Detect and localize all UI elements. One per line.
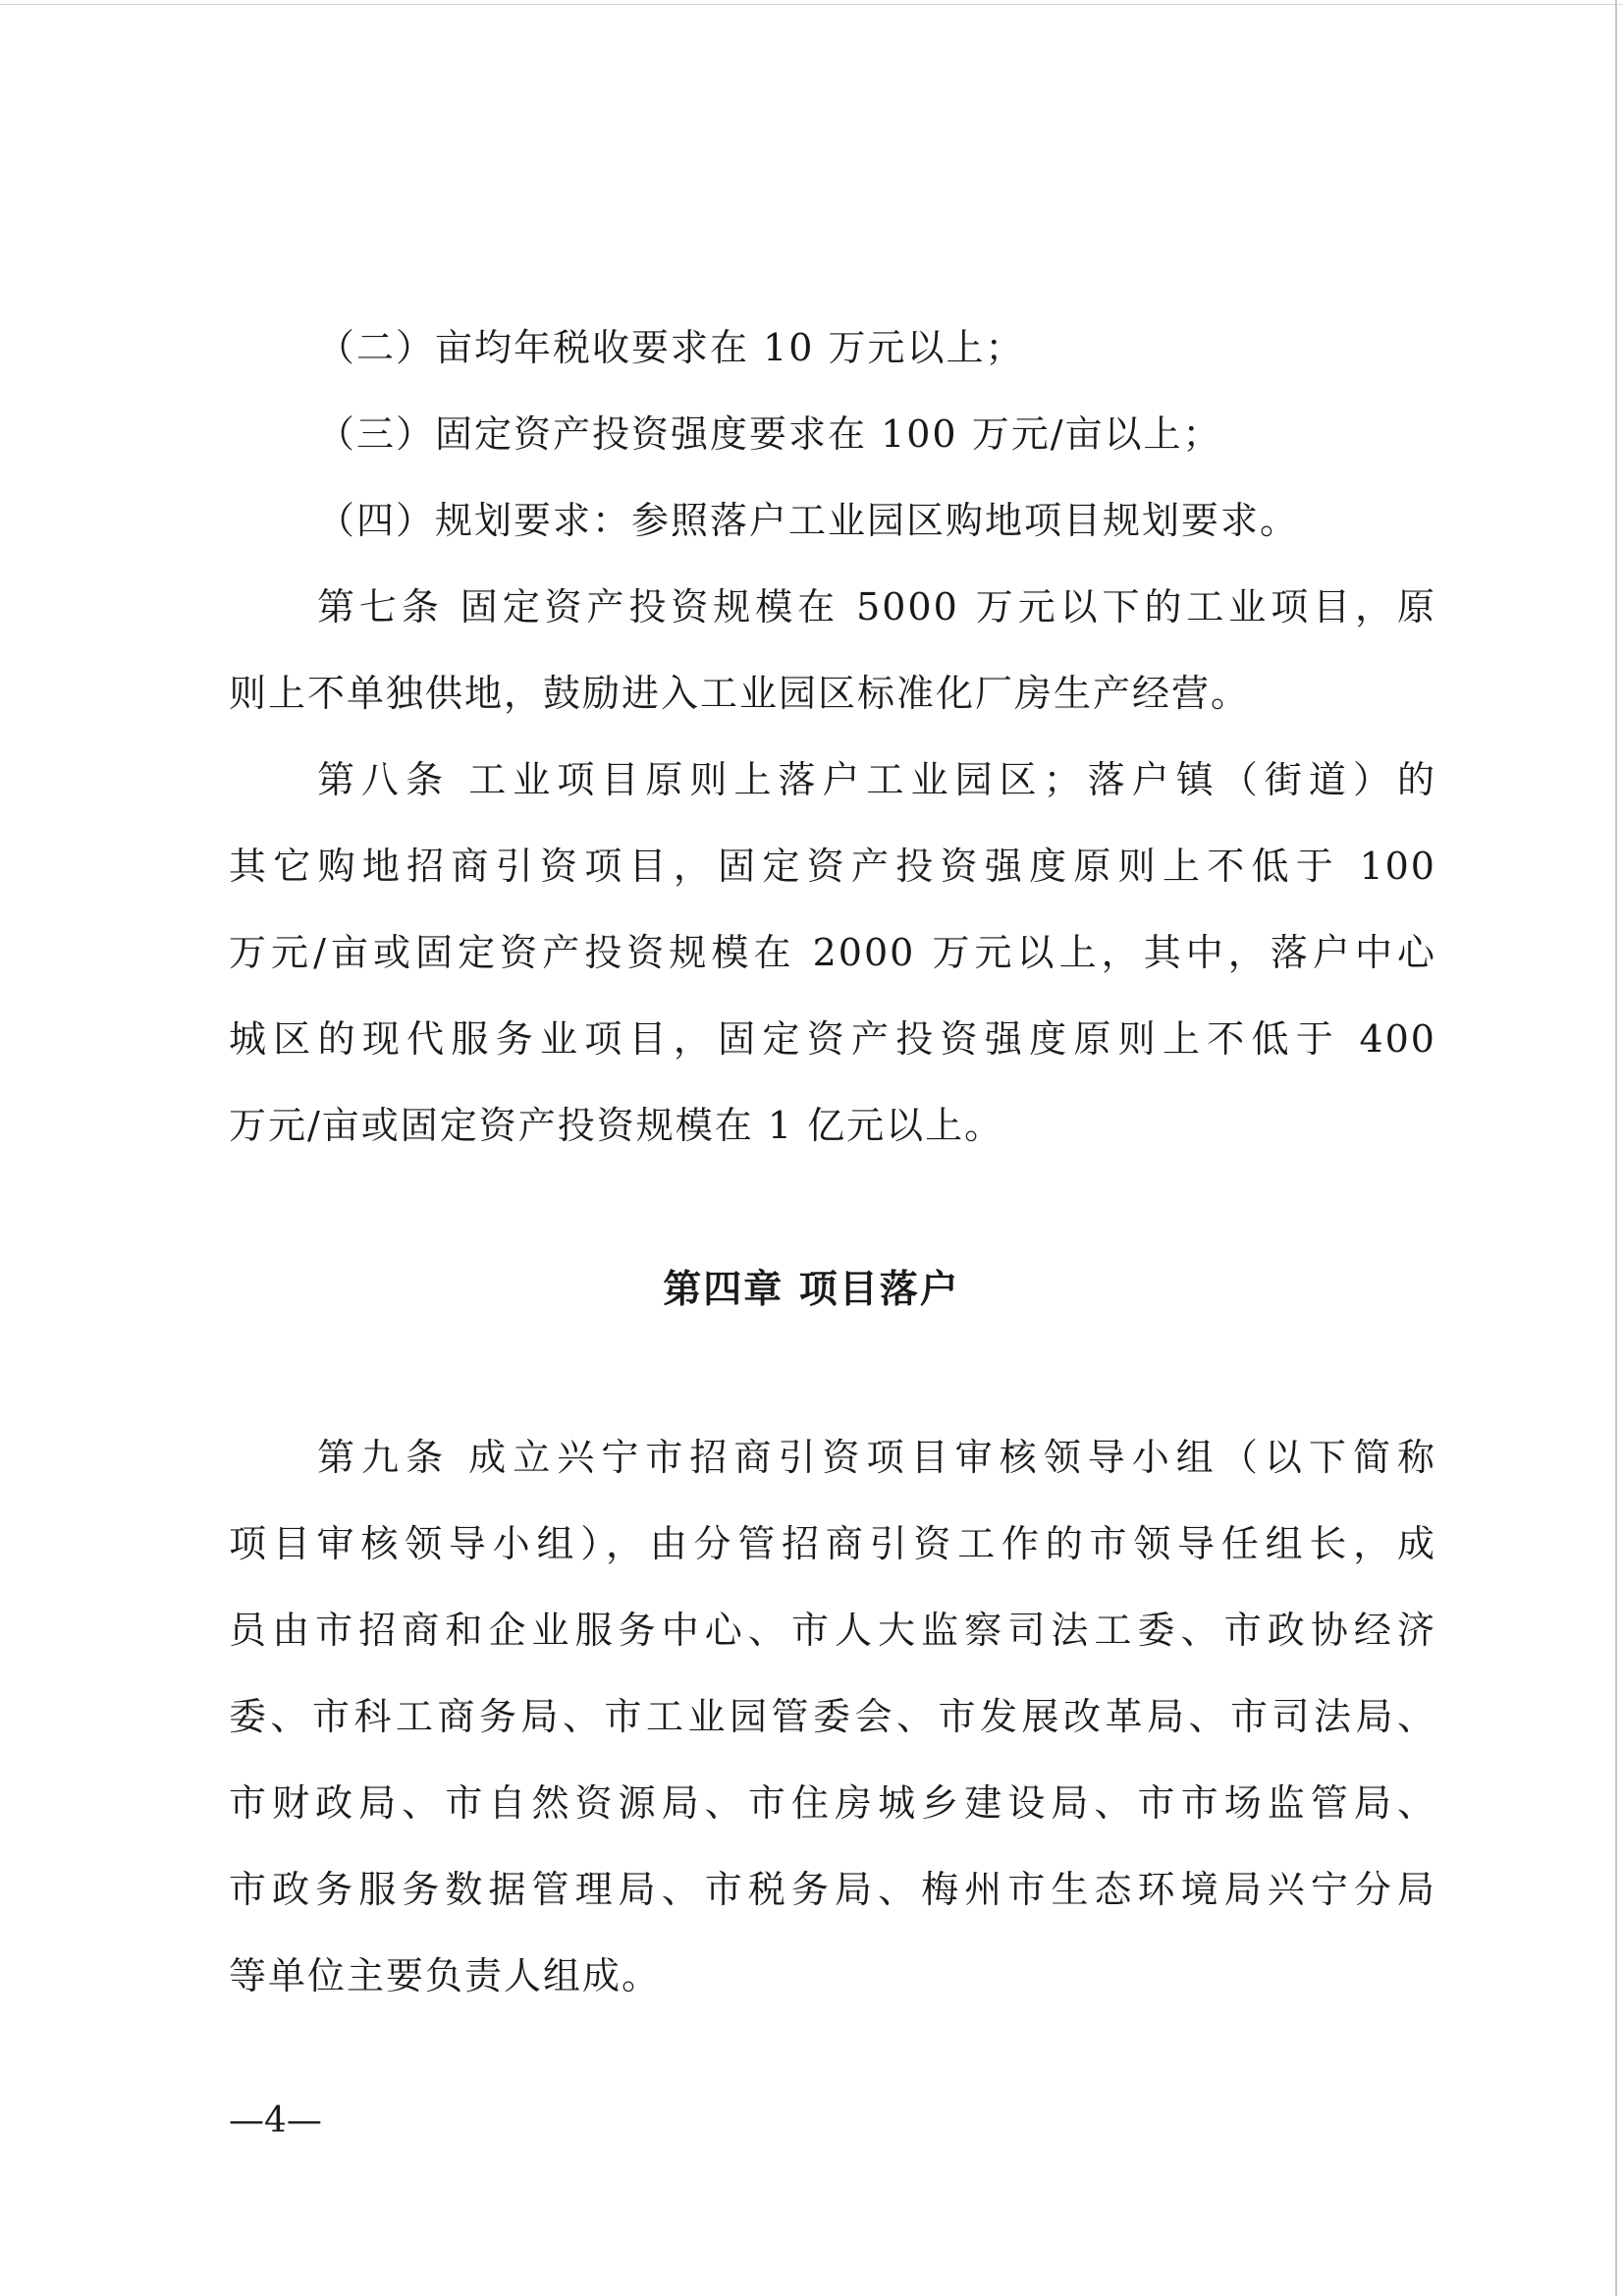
article-7-line-1: 第七条 固定资产投资规模在 5000 万元以下的工业项目，原 — [317, 585, 1436, 629]
paragraph-item-3: （三）固定资产投资强度要求在 100 万元/亩以上； — [317, 412, 1222, 456]
paragraph-item-2: （二）亩均年税收要求在 10 万元以上； — [317, 326, 1025, 369]
page-number: —4— — [229, 2101, 322, 2141]
paragraph-item-4: （四）规划要求：参照落户工业园区购地项目规划要求。 — [317, 499, 1300, 542]
article-8-line-4: 城区的现代服务业项目，固定资产投资强度原则上不低于 400 — [229, 1017, 1436, 1061]
article-7-line-2: 则上不单独供地，鼓励进入工业园区标准化厂房生产经营。 — [229, 672, 1251, 715]
article-8-line-1: 第八条 工业项目原则上落户工业园区；落户镇（街道）的 — [317, 758, 1436, 801]
article-9-line-7: 等单位主要负责人组成。 — [229, 1954, 662, 1997]
article-9-line-4: 委、市科工商务局、市工业园管委会、市发展改革局、市司法局、 — [229, 1695, 1436, 1738]
article-9-line-1: 第九条 成立兴宁市招商引资项目审核领导小组（以下简称 — [317, 1436, 1436, 1479]
article-9-line-5: 市财政局、市自然资源局、市住房城乡建设局、市市场监管局、 — [229, 1781, 1436, 1825]
article-9-line-3: 员由市招商和企业服务中心、市人大监察司法工委、市政协经济 — [229, 1609, 1436, 1652]
article-8-line-5: 万元/亩或固定资产投资规模在 1 亿元以上。 — [229, 1104, 1004, 1147]
scan-edge-right — [1615, 0, 1617, 2296]
article-9-line-6: 市政务服务数据管理局、市税务局、梅州市生态环境局兴宁分局 — [229, 1868, 1436, 1911]
scan-edge-top — [0, 4, 1623, 5]
article-8-line-2: 其它购地招商引资项目，固定资产投资强度原则上不低于 100 — [229, 845, 1436, 888]
article-9-line-2: 项目审核领导小组），由分管招商引资工作的市领导任组长，成 — [229, 1522, 1436, 1565]
article-8-line-3: 万元/亩或固定资产投资规模在 2000 万元以上，其中，落户中心 — [229, 931, 1436, 974]
chapter-title: 第四章 项目落户 — [663, 1268, 960, 1312]
